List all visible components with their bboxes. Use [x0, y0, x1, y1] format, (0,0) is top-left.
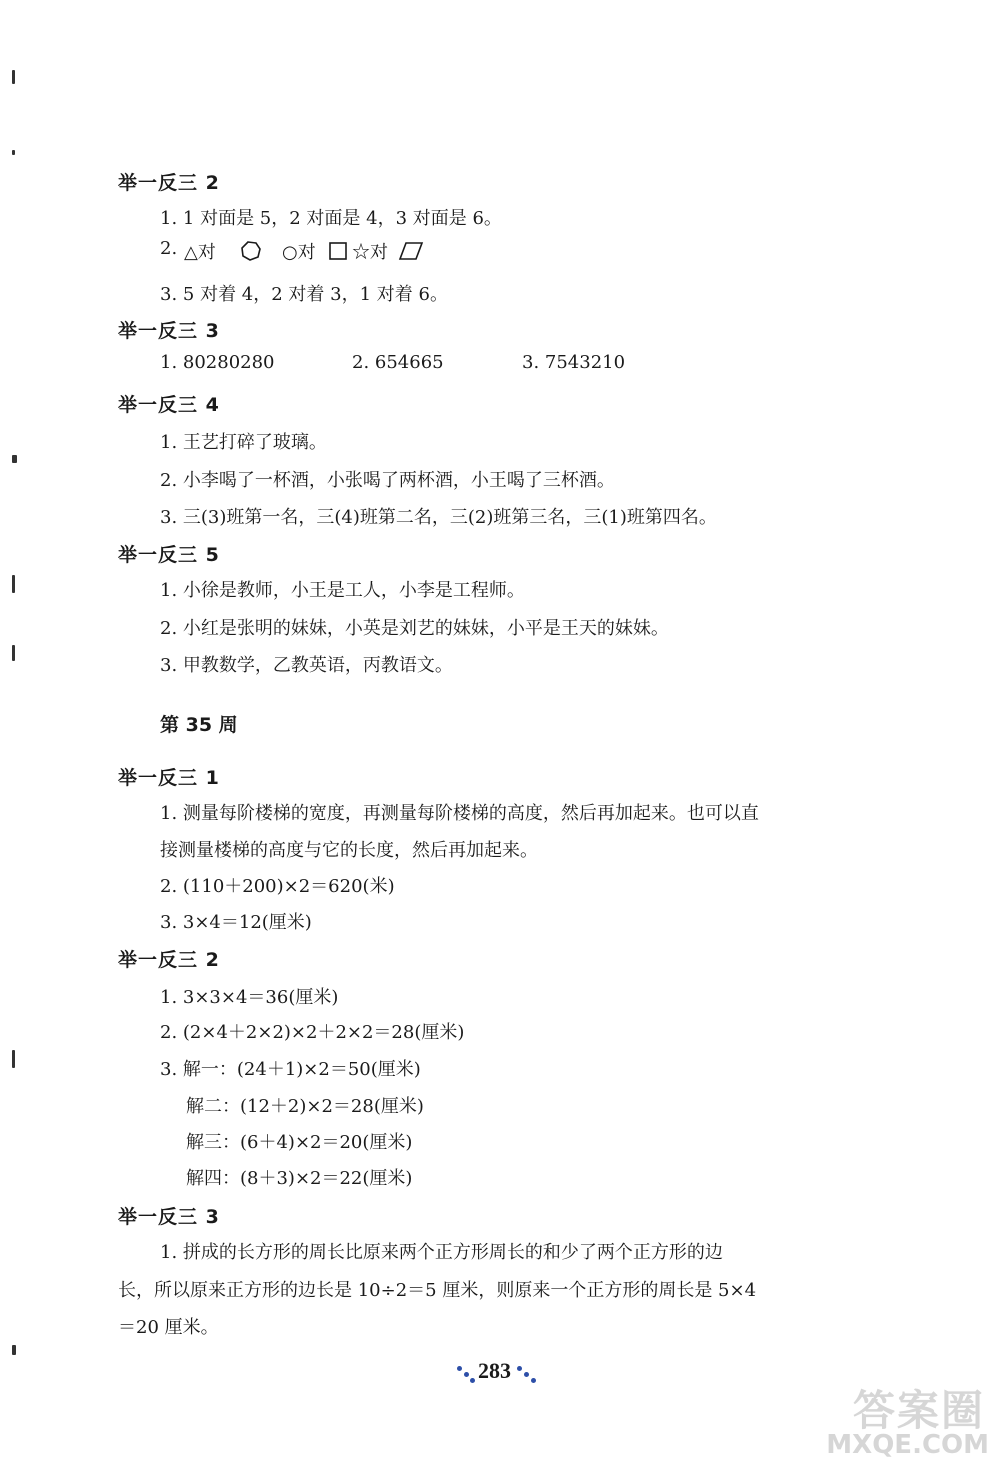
answer-item: 1. 80280280: [160, 352, 275, 373]
section-heading: 举一反三 5: [118, 544, 220, 566]
answer-line: 3. 三(3)班第一名，三(4)班第二名，三(2)班第三名，三(1)班第四名。: [160, 507, 717, 528]
heptagon-shape-icon: [240, 240, 262, 262]
section-heading: 举一反三 1: [118, 767, 220, 789]
answer-item: 2. 654665: [352, 352, 444, 373]
scan-mark: [12, 70, 15, 84]
answer-line-continued: ＝20 厘米。: [118, 1317, 219, 1338]
answer-line: 3. 3×4＝12(厘米): [160, 912, 312, 933]
answer-line: 1. 王艺打碎了玻璃。: [160, 432, 327, 453]
answer-line-continued: 接测量楼梯的高度与它的长度，然后再加起来。: [160, 840, 538, 861]
scan-mark: [12, 1050, 15, 1068]
answer-line: 3. 5 对着 4，2 对着 3，1 对着 6。: [160, 284, 448, 305]
answer-line-indented: 解三：(6＋4)×2＝20(厘米): [186, 1132, 413, 1153]
section-heading: 举一反三 2: [118, 949, 220, 971]
decorative-dot: [517, 1366, 522, 1371]
parallelogram-shape-icon: [398, 241, 424, 261]
answer-line: 3. 甲教数学，乙教英语，丙教语文。: [160, 655, 453, 676]
scan-mark: [12, 150, 15, 155]
answer-line: 1. 3×3×4＝36(厘米): [160, 987, 339, 1008]
watermark-url: MXQE.COM: [826, 1430, 989, 1460]
shape-pair-text: ☆对: [352, 242, 388, 263]
answer-line: 2. (110＋200)×2＝620(米): [160, 876, 395, 897]
scan-mark: [12, 455, 17, 463]
shape-answer-line: [160, 238, 460, 264]
shape-pair-text: ○对: [282, 242, 316, 263]
decorative-dot: [531, 1378, 536, 1383]
answer-line-continued: 长，所以原来正方形的边长是 10÷2＝5 厘米，则原来一个正方形的周长是 5×4: [118, 1280, 757, 1301]
answer-line: 1. 小徐是教师，小王是工人，小李是工程师。: [160, 580, 525, 601]
section-heading: 举一反三 4: [118, 394, 220, 416]
page-number: 283: [478, 1358, 511, 1383]
watermark: [805, 1378, 995, 1468]
answer-line: 1. 测量每阶楼梯的宽度，再测量每阶楼梯的高度，然后再加起来。也可以直: [160, 803, 759, 824]
section-heading: 举一反三 3: [118, 1206, 220, 1228]
scan-mark: [12, 1345, 16, 1355]
week-title: 第 35 周: [160, 714, 238, 736]
decorative-dot: [470, 1378, 475, 1383]
answer-line: 2. 小红是张明的妹妹，小英是刘艺的妹妹，小平是王天的妹妹。: [160, 618, 669, 639]
answer-line: 3. 解一：(24＋1)×2＝50(厘米): [160, 1059, 421, 1080]
scan-mark: [12, 575, 15, 593]
decorative-dot: [457, 1366, 462, 1371]
answer-item: 3. 7543210: [522, 352, 626, 373]
decorative-dot: [524, 1372, 529, 1377]
decorative-dot: [464, 1372, 469, 1377]
section-heading: 举一反三 3: [118, 320, 220, 342]
answer-line: 1. 1 对面是 5，2 对面是 4，3 对面是 6。: [160, 208, 502, 229]
answer-number: 2.: [160, 238, 178, 259]
answer-line: 1. 拼成的长方形的周长比原来两个正方形周长的和少了两个正方形的边: [160, 1242, 723, 1263]
scan-mark: [12, 645, 15, 661]
shape-pair-text: △对: [184, 242, 216, 263]
answer-line: 2. (2×4＋2×2)×2＋2×2＝28(厘米): [160, 1022, 465, 1043]
page-number-footer: [455, 1358, 545, 1388]
watermark-logo: 答案圈: [852, 1386, 985, 1435]
square-shape-icon: [328, 241, 348, 261]
section-heading: 举一反三 2: [118, 172, 220, 194]
answer-line-indented: 解四：(8＋3)×2＝22(厘米): [186, 1168, 413, 1189]
answer-line: 2. 小李喝了一杯酒，小张喝了两杯酒，小王喝了三杯酒。: [160, 470, 615, 491]
answer-line-indented: 解二：(12＋2)×2＝28(厘米): [186, 1096, 424, 1117]
